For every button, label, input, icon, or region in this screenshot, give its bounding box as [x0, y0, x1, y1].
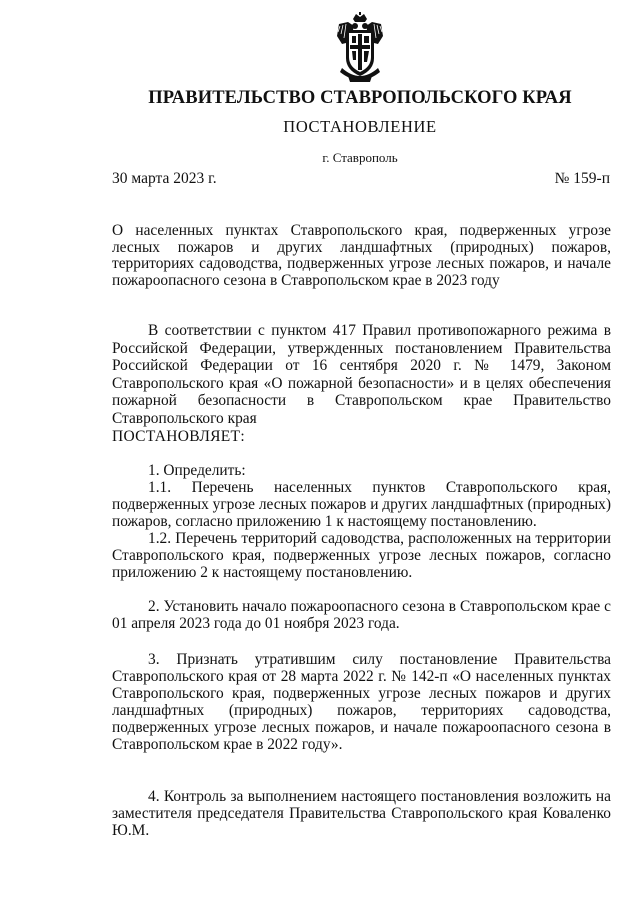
document-number: № 159-п	[554, 170, 610, 187]
document-subject: О населенных пунктах Ставропольского края, подверженных угрозе лесных пожаров и других ландшафтных (природных) пожаров, территориях садоводства, подверженных угрозе лесных пожаров, и начале пожароопасного сезона в Ставропольском крае в 2023 году	[112, 222, 611, 289]
resolves-heading: ПОСТАНОВЛЯЕТ:	[112, 428, 245, 445]
clause-1: 1. Определить:	[148, 462, 246, 479]
document-type: ПОСТАНОВЛЕНИЕ	[283, 117, 437, 136]
document-date: 30 марта 2023 г.	[112, 170, 217, 187]
city: г. Ставрополь	[322, 150, 398, 165]
coat-of-arms-icon	[334, 12, 386, 84]
clause-3: 3. Признать утратившим силу постановление Правительства Ставропольского края от 28 марта 2022 г. № 142-п «О населенных пунктах Ставропольского края, подверженных угрозе лесных пожаров и других ландшафтных (природных) пожаров, территориях садоводства, подверженных угрозе лесных пожаров, и начале пожароопасного сезона в Ставропольском крае в 2022 году».	[112, 651, 611, 753]
clause-1-1: 1.1. Перечень населенных пунктов Ставропольского края, подверженных угрозе лесных пожаров и других ландшафтных (природных) пожаров, согласно приложению 1 к настоящему постановлению.	[112, 479, 611, 530]
preamble-paragraph: В соответствии с пунктом 417 Правил противопожарного режима в Российской Федерации, утвержденных постановлением Правительства Российской Федерации от 16 сентября 2020 г. № 1479, Законом Ставропольского края «О пожарной безопасности» и в целях обеспечения пожарной безопасности в Ставропольском крае Правительство Ставропольского края	[112, 322, 611, 427]
clause-2: 2. Установить начало пожароопасного сезона в Ставропольском крае с 01 апреля 2023 года до 01 ноября 2023 года.	[112, 598, 611, 632]
clause-4: 4. Контроль за выполнением настоящего постановления возложить на заместителя председателя Правительства Ставропольского края Коваленко Ю.М.	[112, 788, 611, 839]
government-title: ПРАВИТЕЛЬСТВО СТАВРОПОЛЬСКОГО КРАЯ	[148, 88, 572, 108]
clause-1-2: 1.2. Перечень территорий садоводства, расположенных на территории Ставропольского края, подверженных угрозе лесных пожаров, согласно приложению 2 к настоящему постановлению.	[112, 530, 611, 581]
